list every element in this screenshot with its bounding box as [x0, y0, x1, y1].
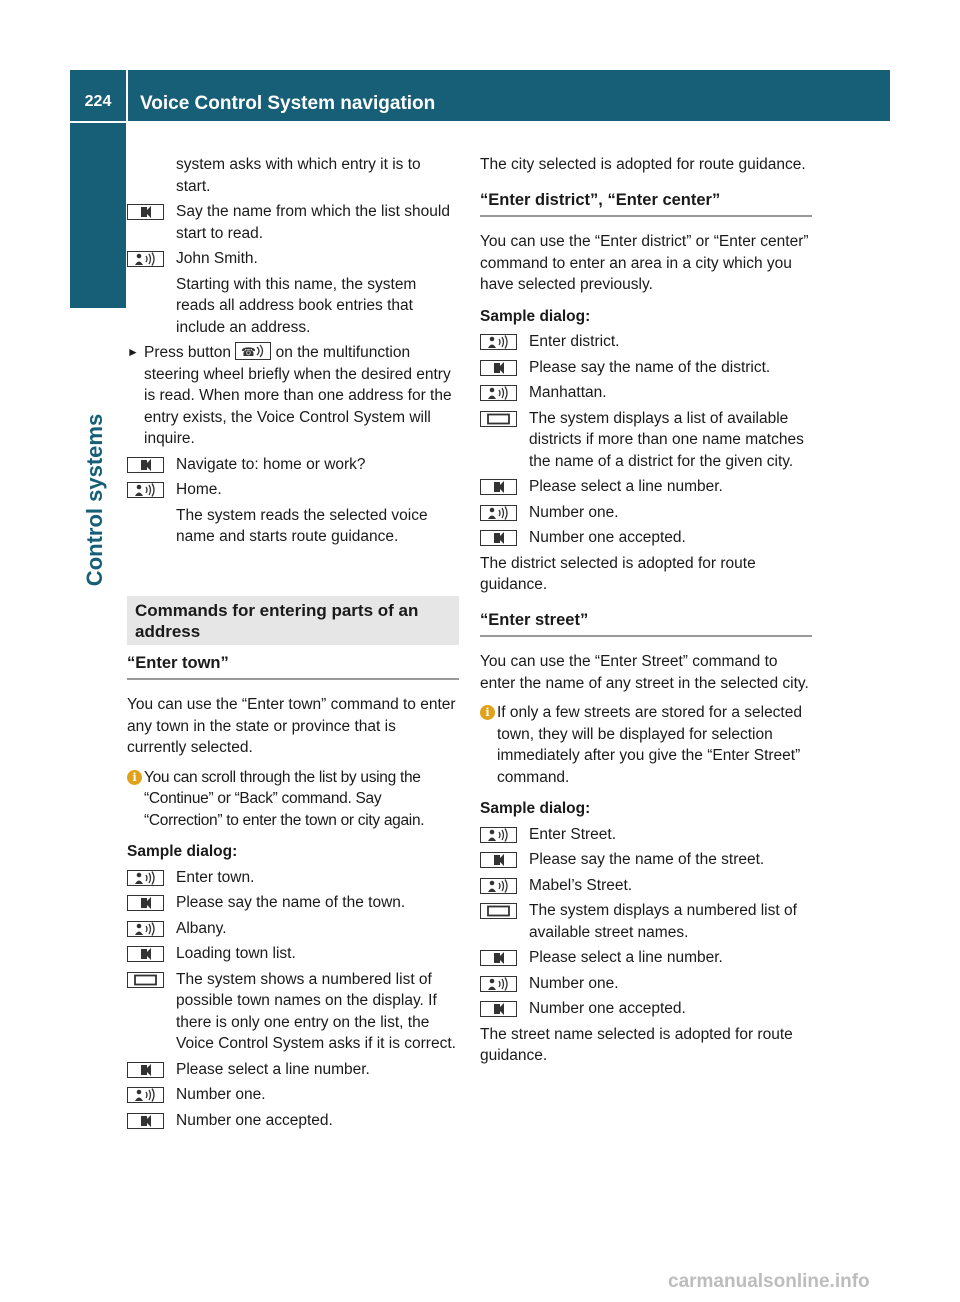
intro-dialog [127, 154, 459, 338]
dialog-line-user [127, 248, 459, 270]
enter-town-dialog [127, 867, 459, 1132]
system-speaks-icon [480, 1001, 517, 1017]
dialog-line-user [480, 973, 812, 995]
enter-district-heading: “Enter district”, “Enter center” [480, 190, 812, 218]
dialog-text: Number one accepted. [529, 529, 686, 546]
dialog-line-system [127, 892, 459, 914]
dialog-line-system [127, 943, 459, 965]
dialog-line-system [480, 476, 812, 498]
dialog-line-display [480, 408, 812, 473]
enter-town-paragraph: You can use the “Enter town” command to enter any town in the state or province that is currently selected. [127, 696, 456, 756]
dialog-line-system [127, 454, 459, 476]
system-speaks-icon [480, 530, 517, 546]
system-speaks-icon [127, 1113, 164, 1129]
dialog-text: Enter Street. [529, 825, 617, 843]
home-dialog [127, 454, 459, 548]
dialog-line-user [127, 1084, 459, 1106]
sample-dialog-label: Sample dialog: [480, 307, 591, 325]
dialog-text: Please say the name of the district. [529, 358, 771, 376]
system-speaks-icon [127, 204, 164, 220]
dialog-text: Loading town list. [176, 945, 296, 962]
user-speaks-icon [127, 1087, 164, 1103]
user-speaks-icon [480, 976, 517, 992]
district-result: The district selected is adopted for route guidance. [480, 554, 756, 593]
left-column [127, 154, 459, 1135]
dialog-line-system [480, 998, 812, 1020]
bullet-arrow-icon: ► [127, 345, 139, 359]
dialog-text: Please select a line number. [176, 1060, 370, 1078]
info-icon: i [480, 705, 495, 720]
dialog-line-system [480, 357, 812, 379]
dialog-text: Manhattan. [529, 384, 607, 401]
dialog-text: Number one. [529, 503, 619, 521]
section-heading: Commands for entering parts of an address [127, 596, 459, 645]
dialog-line-system [127, 1059, 459, 1081]
dialog-text: Number one. [176, 1086, 266, 1103]
display-icon [127, 972, 164, 988]
svg-text:☎: ☎ [241, 345, 257, 359]
dialog-text: The system displays a numbered list of available street names. [529, 902, 797, 941]
user-speaks-icon [127, 921, 164, 937]
system-speaks-icon [127, 457, 164, 473]
system-speaks-icon [480, 360, 517, 376]
dialog-text: Enter town. [176, 868, 255, 886]
dialog-line-display [480, 900, 812, 943]
dialog-text: The system displays a list of available districts if more than one name matches the name of a district for the given city. [529, 409, 804, 470]
enter-street-paragraph: You can use the “Enter Street” command to enter the name of any street in the selected city. [480, 653, 809, 692]
user-speaks-icon [480, 878, 517, 894]
dialog-text: Please select a line number. [529, 949, 723, 966]
dialog-line-user [480, 331, 812, 353]
page-title: Voice Control System navigation [128, 70, 890, 121]
dialog-line-system [480, 849, 812, 871]
dialog-line-user [127, 479, 459, 501]
system-speaks-icon [480, 852, 517, 868]
user-speaks-icon [480, 385, 517, 401]
enter-street-note: i If only a few streets are stored for a selected town, they will be displayed for selection immediately after you give the “Enter Street” command. [480, 702, 812, 788]
street-result: The street name selected is adopted for route guidance. [480, 1025, 793, 1064]
user-speaks-icon [127, 251, 164, 267]
user-speaks-icon [127, 870, 164, 886]
dialog-text: Home. [176, 481, 222, 498]
dialog-text: Please say the name of the town. [176, 894, 406, 911]
user-speaks-icon [480, 505, 517, 521]
display-icon [480, 903, 517, 919]
display-icon [480, 411, 517, 427]
watermark: carmanualsonline.info [668, 1271, 870, 1292]
dialog-text: Navigate to: home or work? [176, 455, 366, 473]
dialog-line-display [127, 969, 459, 1055]
dialog-line-system [127, 1110, 459, 1132]
dialog-text: Enter district. [529, 333, 620, 350]
dialog-line-user [480, 824, 812, 846]
system-speaks-icon [480, 479, 517, 495]
dialog-text: Number one. [529, 974, 619, 992]
dialog-text: Albany. [176, 919, 227, 937]
press-button-instruction: ► Press button ☎ on the multifunction steering wheel briefly when the desired entry is read. When more than one address for the entry exists, the Voice Control System will inquire. [127, 344, 452, 447]
system-speaks-icon [127, 1062, 164, 1078]
sample-dialog-label: Sample dialog: [480, 800, 591, 817]
enter-town-heading: “Enter town” [127, 653, 459, 681]
info-icon: i [127, 770, 142, 785]
dialog-line-user [480, 875, 812, 897]
enter-district-dialog [480, 331, 812, 549]
dialog-text: John Smith. [176, 250, 258, 267]
user-speaks-icon [480, 334, 517, 350]
talk-button-icon [235, 342, 271, 360]
dialog-line-user [480, 502, 812, 524]
user-speaks-icon [127, 482, 164, 498]
dialog-text: system asks with which entry it is to start. [176, 156, 421, 195]
dialog-line-system [480, 947, 812, 969]
dialog-line-system [480, 527, 812, 549]
enter-street-dialog [480, 824, 812, 1020]
page-number: 224 [70, 70, 126, 121]
enter-street-heading: “Enter street” [480, 610, 812, 638]
dialog-text: Number one accepted. [529, 1000, 686, 1017]
dialog-line-user [127, 918, 459, 940]
system-speaks-icon [127, 895, 164, 911]
enter-district-paragraph: You can use the “Enter district” or “Enter center” command to enter an area in a city which you have selected previously. [480, 233, 809, 293]
right-column [480, 154, 812, 1075]
dialog-text: The system shows a numbered list of possible town names on the display. If there is only one entry on the list, the Voice Control System asks if it is correct. [176, 970, 456, 1052]
dialog-text: Mabel’s Street. [529, 876, 633, 894]
sample-dialog-label: Sample dialog: [127, 843, 238, 860]
dialog-line-user [480, 382, 812, 404]
dialog-text: Number one accepted. [176, 1111, 333, 1129]
dialog-line-user [127, 867, 459, 889]
dialog-text: Please say the name of the street. [529, 851, 765, 868]
dialog-text: The system reads the selected voice name and starts route guidance. [176, 506, 428, 545]
dialog-text: Starting with this name, the system reads all address book entries that include an address. [176, 275, 417, 336]
city-result: The city selected is adopted for route guidance. [480, 156, 806, 173]
system-speaks-icon [480, 950, 517, 966]
side-tab [70, 123, 126, 308]
dialog-line-system [127, 201, 459, 244]
system-speaks-icon [127, 946, 164, 962]
dialog-text: Please select a line number. [529, 478, 723, 495]
dialog-text: Say the name from which the list should start to read. [176, 203, 450, 242]
user-speaks-icon [480, 827, 517, 843]
enter-town-note: i You can scroll through the list by using the “Continue” or “Back” command. Say “Correction” to enter the town or city again. [127, 767, 459, 832]
